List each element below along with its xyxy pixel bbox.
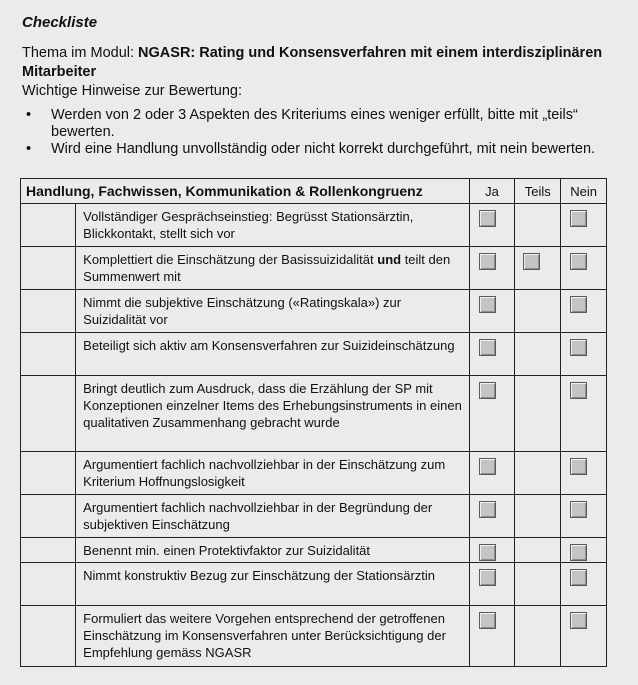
topic-name: NGASR: Rating und Konsensverfahren mit einem interdisziplinären Mitarbeiter <box>22 45 603 80</box>
answer-cell-nein <box>561 606 607 667</box>
list-item <box>22 107 612 141</box>
criterion-cell <box>76 495 469 538</box>
checkbox-nein[interactable] <box>570 210 587 227</box>
answer-cell-ja <box>469 333 515 376</box>
bullet-icon: • <box>26 141 32 157</box>
table-row <box>21 376 607 452</box>
criterion-text: Beteiligt sich aktiv am Konsensverfahren zur Suizideinschätzung <box>83 338 455 353</box>
column-ja-header: Ja <box>469 179 515 204</box>
checklist-table <box>20 178 607 667</box>
notes-list <box>22 107 612 158</box>
note-text: Werden von 2 oder 3 Aspekten des Kriteriums eines weniger erfüllt, bitte mit „teils“ bewerten. <box>51 107 578 140</box>
checkbox-nein[interactable] <box>570 296 587 313</box>
criterion-cell <box>76 204 469 247</box>
table-row <box>21 247 607 290</box>
column-nein-header: Nein <box>561 179 607 204</box>
checkbox-ja[interactable] <box>479 544 496 561</box>
answer-cell-teils <box>515 333 561 376</box>
table-row <box>21 204 607 247</box>
table-row <box>21 563 607 606</box>
table-row <box>21 452 607 495</box>
row-spacer-cell <box>21 452 76 495</box>
criterion-text: Komplettiert die Einschätzung der Basissuizidalität <box>83 252 378 267</box>
notes-heading: Wichtige Hinweise zur Bewertung: <box>22 83 243 99</box>
criterion-cell <box>76 606 469 667</box>
criterion-cell <box>76 333 469 376</box>
checkbox-ja[interactable] <box>479 612 496 629</box>
checkbox-ja[interactable] <box>479 210 496 227</box>
answer-cell-ja <box>469 204 515 247</box>
criterion-cell <box>76 290 469 333</box>
criterion-text: Benennt min. einen Protektivfaktor zur Suizidalität <box>83 543 371 558</box>
answer-cell-nein <box>561 247 607 290</box>
answer-cell-nein <box>561 538 607 563</box>
module-topic <box>22 44 612 82</box>
answer-cell-teils <box>515 495 561 538</box>
row-spacer-cell <box>21 376 76 452</box>
answer-cell-teils <box>515 606 561 667</box>
criterion-cell <box>76 538 469 563</box>
answer-cell-ja <box>469 606 515 667</box>
criterion-text: Vollständiger Gesprächseinstieg: Begrüsst Stationsärztin, Blickkontakt, stellt sich vor <box>83 209 414 241</box>
table-header-row <box>21 179 607 204</box>
note-text: Wird eine Handlung unvollständig oder nicht korrekt durchgeführt, mit nein bewerten. <box>51 141 596 157</box>
table-row <box>21 495 607 538</box>
answer-cell-nein <box>561 452 607 495</box>
table-row <box>21 333 607 376</box>
answer-cell-teils <box>515 376 561 452</box>
checkbox-nein[interactable] <box>570 544 587 561</box>
criterion-text: Argumentiert fachlich nachvollziehbar in der Einschätzung zum Kriterium Hoffnungslosigkeit <box>83 457 446 489</box>
bullet-icon: • <box>26 107 32 123</box>
criterion-cell <box>76 452 469 495</box>
page-title: Checkliste <box>22 14 98 31</box>
answer-cell-teils <box>515 290 561 333</box>
criterion-cell <box>76 247 469 290</box>
criterion-text: Bringt deutlich zum Ausdruck, dass die Erzählung der SP mit Konzeptionen einzelner Items des Erhebungsinstruments in einen qualitativen Zusammenhang gebracht wurde <box>83 381 462 430</box>
checkbox-ja[interactable] <box>479 253 496 270</box>
row-spacer-cell <box>21 204 76 247</box>
answer-cell-nein <box>561 376 607 452</box>
answer-cell-teils <box>515 538 561 563</box>
answer-cell-ja <box>469 563 515 606</box>
table-row <box>21 606 607 667</box>
criteria-header: Handlung, Fachwissen, Kommunikation & Rollenkongruenz <box>21 179 470 204</box>
answer-cell-ja <box>469 452 515 495</box>
row-spacer-cell <box>21 563 76 606</box>
criterion-cell <box>76 563 469 606</box>
row-spacer-cell <box>21 290 76 333</box>
checkbox-nein[interactable] <box>570 569 587 586</box>
answer-cell-nein <box>561 333 607 376</box>
answer-cell-teils <box>515 247 561 290</box>
column-teils-header: Teils <box>515 179 561 204</box>
answer-cell-nein <box>561 495 607 538</box>
answer-cell-ja <box>469 290 515 333</box>
checklist-page <box>22 14 612 163</box>
row-spacer-cell <box>21 333 76 376</box>
answer-cell-teils <box>515 563 561 606</box>
checkbox-ja[interactable] <box>479 296 496 313</box>
checkbox-nein[interactable] <box>570 253 587 270</box>
answer-cell-nein <box>561 563 607 606</box>
checkbox-nein[interactable] <box>570 339 587 356</box>
checkbox-ja[interactable] <box>479 458 496 475</box>
checkbox-teils[interactable] <box>523 253 540 270</box>
criterion-text: Nimmt die subjektive Einschätzung («Ratingskala») zur Suizidalität vor <box>83 295 402 327</box>
criterion-text: Formuliert das weitere Vorgehen entsprechend der getroffenen Einschätzung im Konsensverfahren unter Berücksichtigung der Empfehlung gemäss NGASR <box>83 611 446 660</box>
list-item <box>22 141 612 158</box>
answer-cell-ja <box>469 376 515 452</box>
answer-cell-ja <box>469 247 515 290</box>
checkbox-nein[interactable] <box>570 458 587 475</box>
answer-cell-teils <box>515 204 561 247</box>
checkbox-nein[interactable] <box>570 612 587 629</box>
checkbox-ja[interactable] <box>479 569 496 586</box>
checkbox-nein[interactable] <box>570 501 587 518</box>
row-spacer-cell <box>21 538 76 563</box>
checkbox-ja[interactable] <box>479 339 496 356</box>
checklist-rows <box>21 204 607 667</box>
criterion-text: Argumentiert fachlich nachvollziehbar in der Begründung der subjektiven Einschätzung <box>83 500 433 532</box>
criterion-text-end: teilt den Summenwert mit <box>83 252 451 284</box>
row-spacer-cell <box>21 247 76 290</box>
answer-cell-nein <box>561 290 607 333</box>
checkbox-ja[interactable] <box>479 382 496 399</box>
table-row <box>21 290 607 333</box>
answer-cell-nein <box>561 204 607 247</box>
row-spacer-cell <box>21 606 76 667</box>
checkbox-nein[interactable] <box>570 382 587 399</box>
topic-prefix: Thema im Modul: <box>22 45 139 61</box>
criterion-text: Nimmt konstruktiv Bezug zur Einschätzung der Stationsärztin <box>83 568 436 583</box>
table-row <box>21 538 607 563</box>
answer-cell-ja <box>469 538 515 563</box>
answer-cell-ja <box>469 495 515 538</box>
criterion-emphasis: und <box>377 252 402 267</box>
answer-cell-teils <box>515 452 561 495</box>
criterion-cell <box>76 376 469 452</box>
row-spacer-cell <box>21 495 76 538</box>
checkbox-ja[interactable] <box>479 501 496 518</box>
